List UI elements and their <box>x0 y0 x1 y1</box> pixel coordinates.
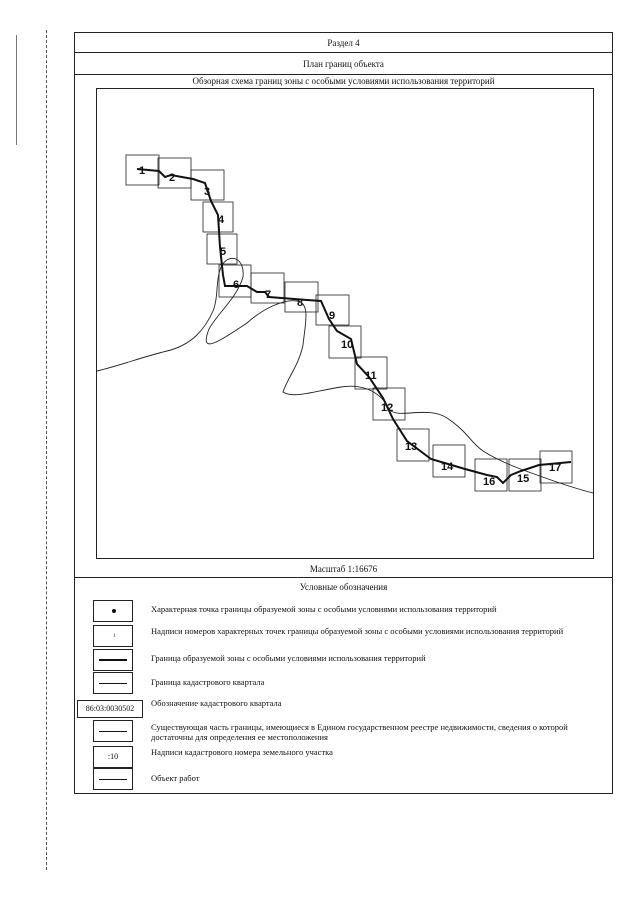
plan-title: План границ объекта <box>75 53 612 75</box>
point-label: 5 <box>220 246 227 258</box>
zone-boundary-symbol-icon <box>93 649 133 671</box>
scheme-title: Обзорная схема границ зоны с особыми условиями использования территорий <box>192 76 495 86</box>
point-label: 1 <box>139 165 146 177</box>
margin-dashed-line <box>46 30 47 870</box>
point-symbol-icon <box>93 600 133 622</box>
point-label: 4 <box>218 214 225 226</box>
river-contour-line <box>97 258 593 493</box>
overview-map <box>96 88 594 559</box>
section-header: Раздел 4 <box>75 33 612 53</box>
point-label: 15 <box>517 473 530 485</box>
document-frame: Раздел 4 План границ объекта Обзорная схема границ зоны с особыми условиями использования территорий 1 2 3 4 5 6 7 8 9 10 11 12 13 14 15 16 17 Масштаб 1:16676 Условные обозначения Характерная точка границы образуемой зоны с особыми условиями использования территорий 1 Надписи номеров характерных точек границы образуемой зоны с особыми условиями использования территорий Граница образуемой зоны с особыми условиями использования территорий Граница кадастрового квартала 86:03:0030502 Обозначение кадастрового квартала Существующая часть границы, имеющиеся в Едином государственном реестре недвижимости, сведения о которой достаточны для определения ее местоположения :10 Надписи кадастрового номера земельного участка Объект работ <box>74 32 613 794</box>
map-scale: Масштаб 1:16676 <box>75 561 612 578</box>
quarter-boundary-symbol-icon <box>93 672 133 694</box>
work-object-symbol-icon <box>93 768 133 790</box>
point-label: 12 <box>381 402 394 414</box>
point-label: 17 <box>549 462 562 474</box>
quarter-number-symbol: 86:03:0030502 <box>77 700 143 718</box>
point-label: 6 <box>233 279 240 291</box>
point-label: 7 <box>265 289 272 301</box>
point-label: 13 <box>405 441 418 453</box>
map-drawing <box>97 89 593 558</box>
existing-boundary-symbol-icon <box>93 720 133 742</box>
legend-title: Условные обозначения <box>299 582 388 592</box>
point-label: 16 <box>483 476 496 488</box>
margin-solid-line <box>16 35 17 145</box>
point-label: 9 <box>329 310 336 322</box>
point-label: 14 <box>441 461 454 473</box>
point-label: 10 <box>341 339 354 351</box>
point-label: 11 <box>365 370 377 382</box>
point-label: 3 <box>204 186 211 198</box>
point-label: 2 <box>169 172 176 184</box>
point-label: 8 <box>297 297 304 309</box>
point-labels <box>139 165 561 488</box>
cadastral-quarter-boxes <box>126 155 572 491</box>
point-number-symbol-icon: 1 <box>93 625 133 647</box>
parcel-number-symbol: :10 <box>93 746 133 768</box>
